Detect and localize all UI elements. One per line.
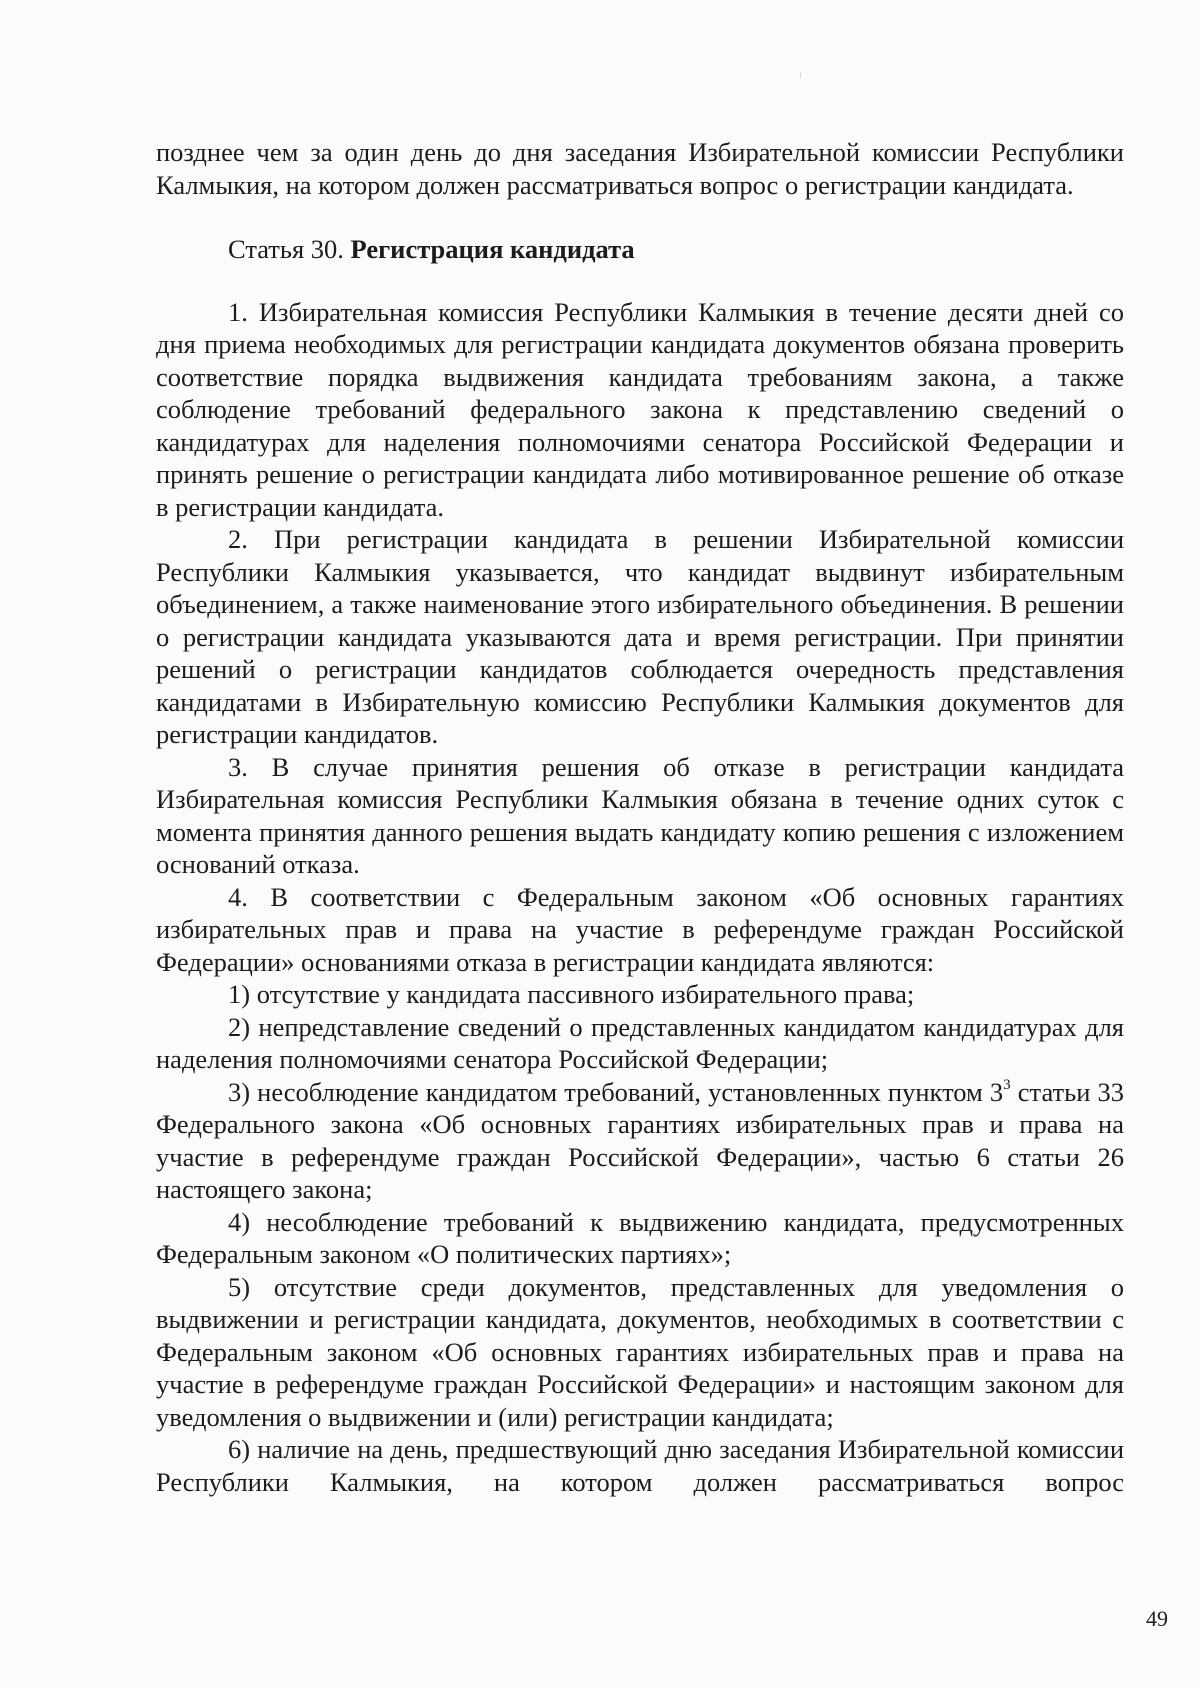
article-heading — [156, 233, 1124, 266]
list-item-6: 6) наличие на день, предшествующий дню заседания Избирательной комиссии Республики Калмыкия, на котором должен рассматриваться вопрос — [156, 1434, 1124, 1497]
list-item-4: 4) несоблюдение требований к выдвижению кандидата, предусмотренных Федеральным законом «О политических партиях»; — [156, 1206, 1124, 1269]
paragraph-1: 1. Избирательная комиссия Республики Калмыкия в течение десяти дней со дня приема необходимых для регистрации кандидата документов обязана проверить соответствие порядка выдвижения кандидата требованиям закона, а также соблюдение требований федерального закона к представлению сведений о кандидатурах для наделения полномочиями сенатора Российской Федерации и принять решение о регистрации кандидата либо мотивированное решение об отказе в регистрации кандидата. — [156, 296, 1124, 522]
article-prefix: Статья 30. — [228, 234, 344, 264]
list-item-5: 5) отсутствие среди документов, представленных для уведомления о выдвижении и регистрации кандидата, документов, необходимых в соответствии с Федеральным законом «Об основных гарантиях избирательных прав и права на участие в референдуме граждан Российской Федерации» и настоящим законом для уведомления о выдвижении и (или) регистрации кандидата; — [156, 1271, 1124, 1432]
paragraph-3: 3. В случае принятия решения об отказе в регистрации кандидата Избирательная комиссия Республики Калмыкия обязана в течение одних суток с момента принятия данного решения выдать кандидату копию решения с изложением оснований отказа. — [156, 751, 1124, 879]
page-number: 49 — [1146, 1606, 1168, 1631]
paragraph-4: 4. В соответствии с Федеральным законом «Об основных гарантиях избирательных прав и права на участие в референдуме граждан Российской Федерации» основаниями отказа в регистрации кандидата являются: — [156, 881, 1124, 977]
superscript: 3 — [1003, 1076, 1011, 1093]
list-item-1: 1) отсутствие у кандидата пассивного избирательного права; — [228, 979, 915, 1009]
scan-speck — [800, 72, 801, 78]
list-item-2: 2) непредставление сведений о представленных кандидатом кандидатурах для наделения полномочиями сенатора Российской Федерации; — [156, 1011, 1124, 1074]
list-item-3 — [156, 1076, 1124, 1206]
list-item-3-end: статьи 33 Федерального закона «Об основных гарантиях избирательных прав и права на участие в референдуме граждан Российской Федерации», частью 6 статьи 26 настоящего закона; — [156, 1076, 1124, 1204]
list-item-3-start: 3) несоблюдение кандидатом требований, установленных пунктом 3 — [228, 1076, 1004, 1107]
document-body — [156, 136, 1124, 1498]
paragraph-2: 2. При регистрации кандидата в решении Избирательной комиссии Республики Калмыкия указывается, что кандидат выдвинут избирательным объединением, а также наименование этого избирательного объединения. В решении о регистрации кандидата указываются дата и время регистрации. При принятии решений о регистрации кандидатов соблюдается очередность представления кандидатами в Избирательную комиссию Республики Калмыкия документов для регистрации кандидатов. — [156, 524, 1124, 749]
continuation-paragraph: позднее чем за один день до дня заседания Избирательной комиссии Республики Калмыкия, на котором должен рассматриваться вопрос о регистрации кандидата. — [156, 137, 1124, 200]
article-title: Регистрация кандидата — [350, 234, 635, 264]
